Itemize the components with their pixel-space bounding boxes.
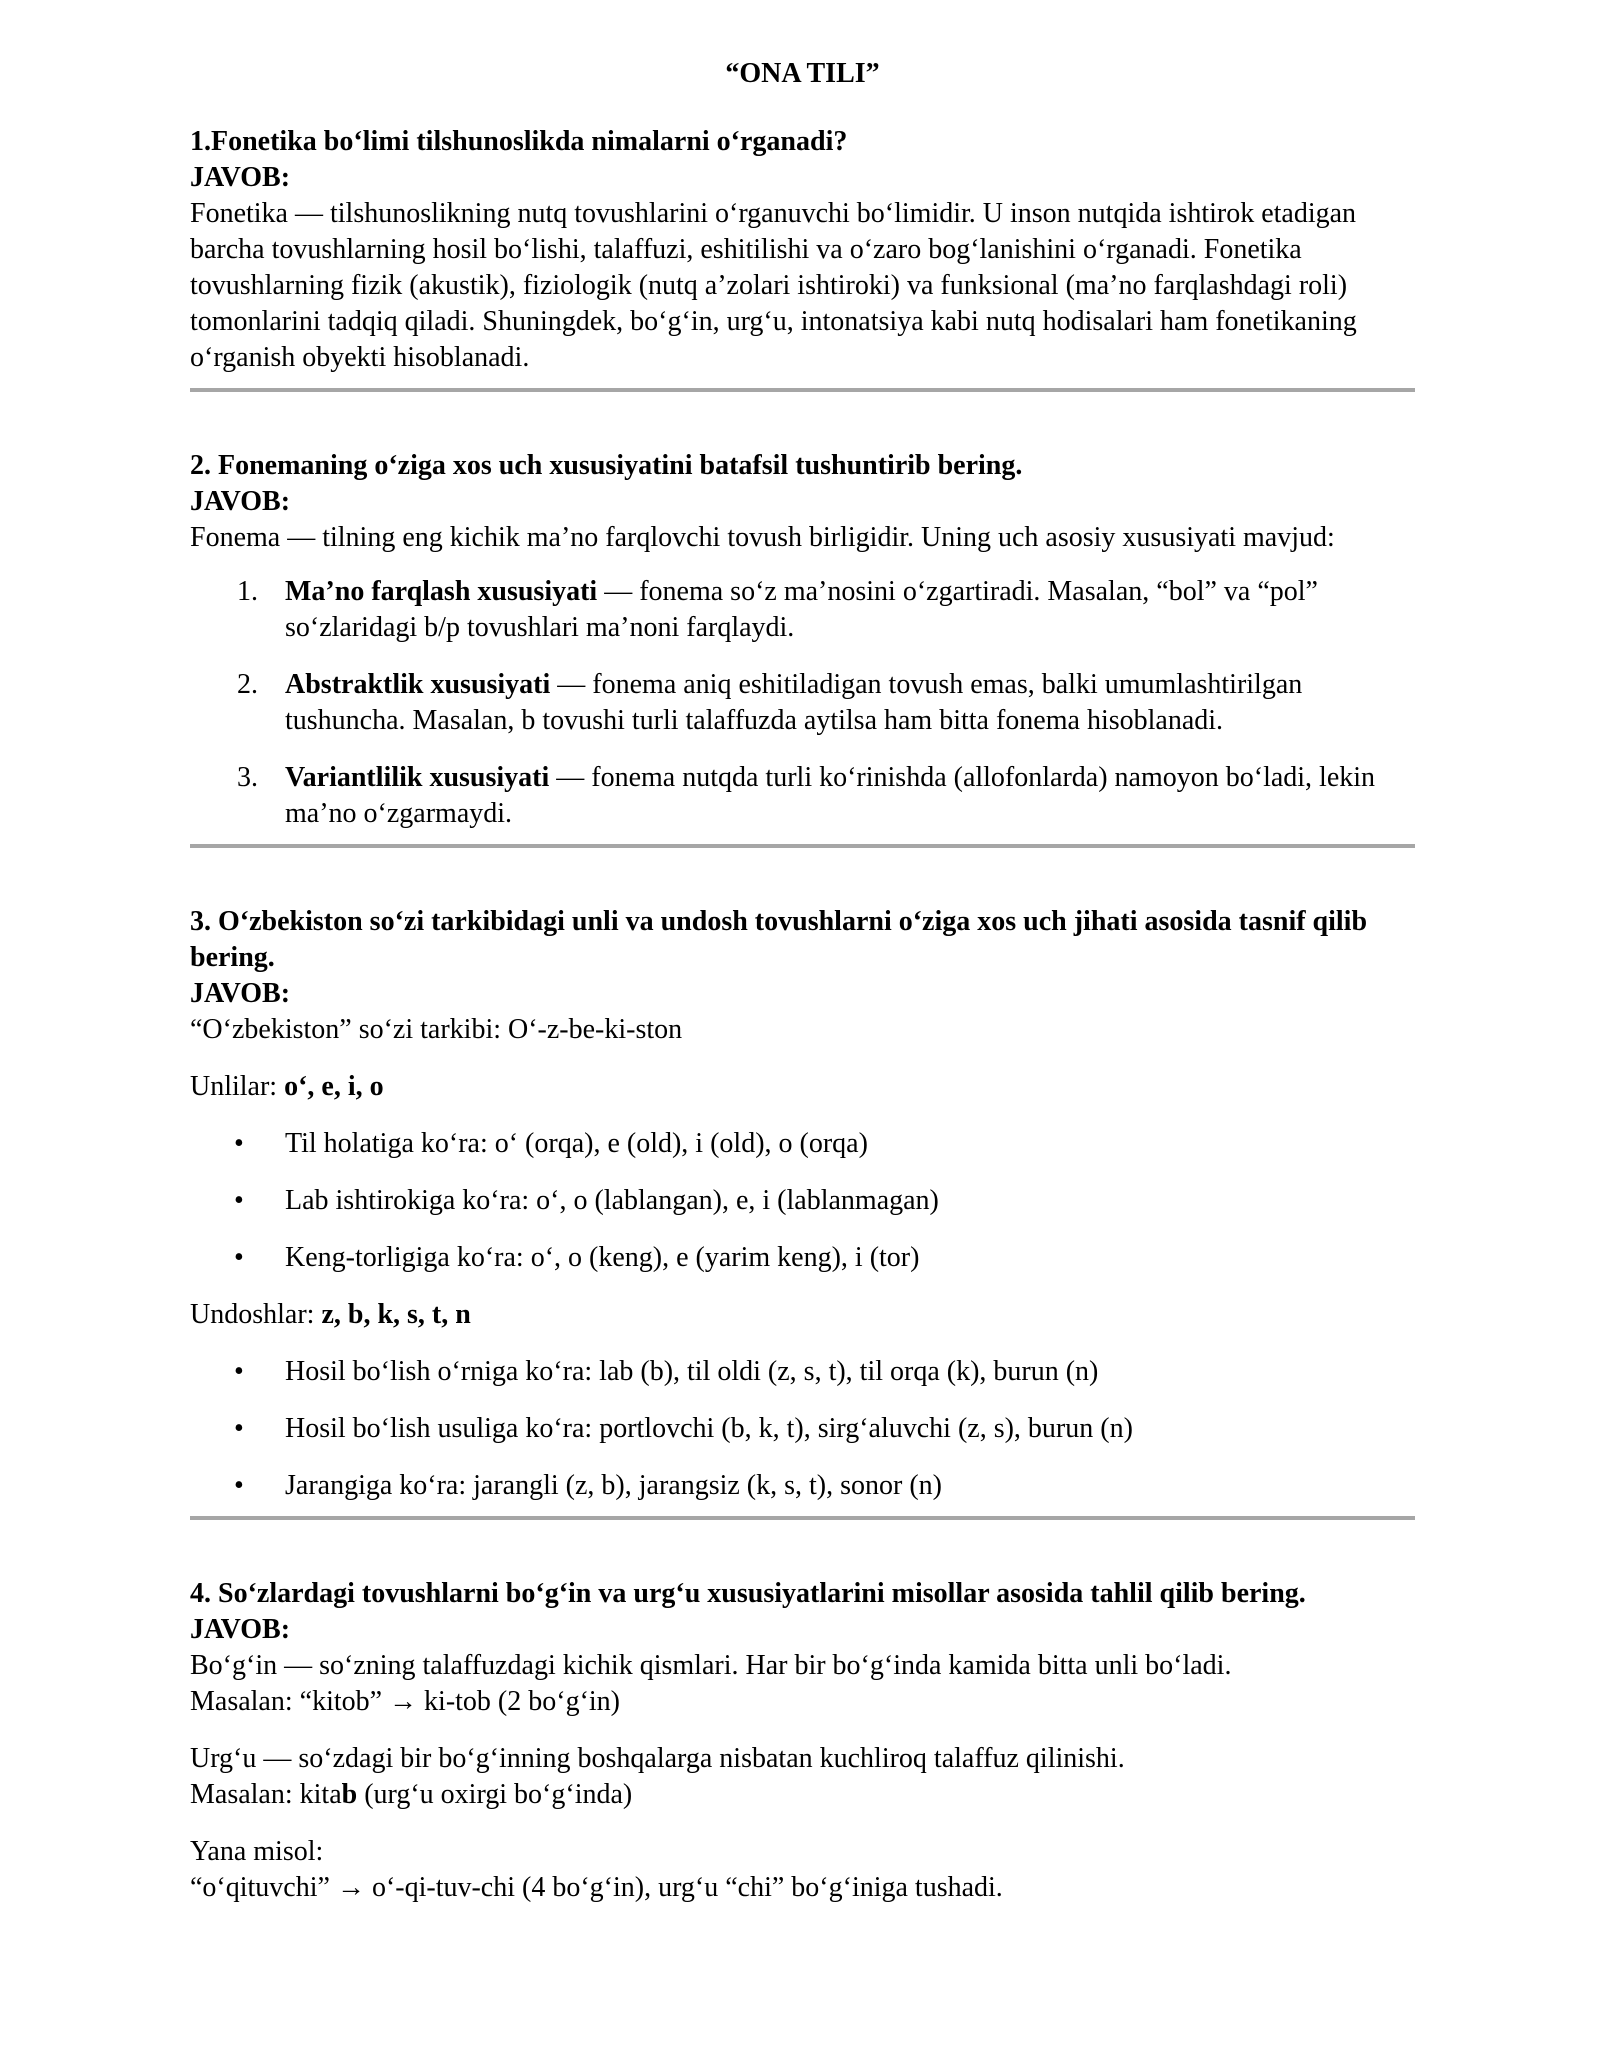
vowel-classification-list (190, 1126, 1415, 1276)
stress-example-suffix: (urg‘u oxirgi bo‘g‘inda) (357, 1779, 633, 1810)
list-item (190, 1126, 1415, 1162)
list-item-text: Keng-torligiga ko‘ra: o‘, o (keng), e (yarim keng), i (tor) (285, 1242, 920, 1273)
stress-example (190, 1777, 1415, 1813)
list-item-text: Jarangiga ko‘ra: jarangli (z, b), jarangsiz (k, s, t), sonor (n) (285, 1470, 942, 1501)
list-number: 1. (237, 576, 258, 607)
section-divider (190, 844, 1415, 848)
stress-example-prefix: Masalan: kita (190, 1779, 342, 1810)
vowels-value: o‘, e, i, o (284, 1071, 384, 1102)
bullet-icon: • (234, 1356, 244, 1387)
question-3-heading: 3. O‘zbekiston so‘zi tarkibidagi unli va undosh tovushlarni o‘ziga xos uch jihati asosida tasnif qilib bering. (190, 906, 1368, 973)
bullet-icon: • (234, 1242, 244, 1273)
list-item (190, 760, 1415, 832)
question-2-intro: Fonema — tilning eng kichik ma’no farqlovchi tovush birligidir. Uning uch asosiy xususiyati mavjud: (190, 522, 1335, 553)
answer-label: JAVOB: (190, 162, 291, 193)
bullet-icon: • (234, 1470, 244, 1501)
stress-definition: Urg‘u — so‘zdagi bir bo‘g‘inning boshqalarga nisbatan kuchliroq talaffuz qilinishi. (190, 1743, 1125, 1774)
list-item-text: Til holatiga ko‘ra: o‘ (orqa), e (old), i (old), o (orqa) (285, 1128, 868, 1159)
question-3-section (190, 904, 1415, 1520)
list-item-text: Hosil bo‘lish usuliga ko‘ra: portlovchi (b, k, t), sirg‘aluvchi (z, s), burun (n) (285, 1413, 1133, 1444)
syllable-definition: Bo‘g‘in — so‘zning talaffuzdagi kichik qismlari. Har bir bo‘g‘inda kamida bitta unli bo‘ladi. (190, 1650, 1232, 1681)
question-2-heading: 2. Fonemaning o‘ziga xos uch xususiyatini batafsil tushuntirib bering. (190, 450, 1023, 481)
answer-label: JAVOB: (190, 1614, 291, 1645)
bullet-icon: • (234, 1128, 244, 1159)
list-item-term: Abstraktlik xususiyati (285, 669, 551, 700)
list-number: 3. (237, 762, 258, 793)
answer-label: JAVOB: (190, 978, 291, 1009)
list-item (190, 1468, 1415, 1504)
bullet-icon: • (234, 1185, 244, 1216)
question-4-section (190, 1576, 1415, 1906)
word-composition: “O‘zbekiston” so‘zi tarkibi: O‘-z-be-ki-ston (190, 1014, 683, 1045)
list-item (190, 574, 1415, 646)
consonants-line (190, 1297, 1415, 1333)
question-1-section (190, 124, 1415, 392)
list-item (190, 1411, 1415, 1447)
list-item (190, 1354, 1415, 1390)
list-item-text: — fonema aniq eshitiladigan tovush emas, balki umumlashtirilgan tushuncha. Masalan, b tovushi turli talaffuzda aytilsa ham bitta fonema hisoblanadi. (285, 669, 1303, 736)
list-item-text: — fonema so‘z ma’nosini o‘zgartiradi. Masalan, “bol” va “pol” so‘zlaridagi b/p tovushlari ma’noni farqlaydi. (285, 576, 1318, 643)
syllable-example: Masalan: “kitob” → ki-tob (2 bo‘g‘in) (190, 1686, 621, 1717)
consonant-classification-list (190, 1354, 1415, 1504)
stress-example-bold: b (341, 1779, 358, 1810)
list-item-text: Lab ishtirokiga ko‘ra: o‘, o (lablangan), e, i (lablanmagan) (285, 1185, 939, 1216)
list-item-term: Ma’no farqlash xususiyati (285, 576, 598, 607)
another-example-label: Yana misol: (190, 1836, 324, 1867)
document-page (190, 0, 1415, 1906)
list-item-text: Hosil bo‘lish o‘rniga ko‘ra: lab (b), til oldi (z, s, t), til orqa (k), burun (n) (285, 1356, 1099, 1387)
list-item-term: Variantlilik xususiyati (285, 762, 550, 793)
document-title: “ONA TILI” (725, 58, 880, 89)
question-1-answer: Fonetika — tilshunoslikning nutq tovushlarini o‘rganuvchi bo‘limidir. U inson nutqida ishtirok etadigan barcha tovushlarning hosil bo‘lishi, talaffuzi, eshitilishi va o‘zaro bog‘lanishini o‘rganadi. Fonetika tovushlarning fizik (akustik), fiziologik (nutq a’zolari ishtiroki) va funksional (ma’no farqlashdagi roli) tomonlarini tadqiq qiladi. Shuningdek, bo‘g‘in, urg‘u, intonatsiya kabi nutq hodisalari ham fonetikaning o‘rganish obyekti hisoblanadi. (190, 198, 1357, 373)
phoneme-properties-list (190, 574, 1415, 832)
section-divider (190, 1516, 1415, 1520)
vowels-label: Unlilar: (190, 1071, 285, 1102)
list-item (190, 667, 1415, 739)
list-item (190, 1183, 1415, 1219)
list-number: 2. (237, 669, 258, 700)
list-item-text: — fonema nutqda turli ko‘rinishda (allofonlarda) namoyon bo‘ladi, lekin ma’no o‘zgarmaydi. (285, 762, 1376, 829)
consonants-value: z, b, k, s, t, n (321, 1299, 471, 1330)
question-4-heading: 4. So‘zlardagi tovushlarni bo‘g‘in va urg‘u xususiyatlarini misollar asosida tahlil qilib bering. (190, 1578, 1306, 1609)
vowels-line (190, 1069, 1415, 1105)
another-example: “o‘qituvchi” → o‘-qi-tuv-chi (4 bo‘g‘in), urg‘u “chi” bo‘g‘iniga tushadi. (190, 1872, 1003, 1903)
consonants-label: Undoshlar: (190, 1299, 322, 1330)
answer-label: JAVOB: (190, 486, 291, 517)
question-1-heading: 1.Fonetika bo‘limi tilshunoslikda nimalarni o‘rganadi? (190, 126, 848, 157)
section-divider (190, 388, 1415, 392)
question-2-section (190, 448, 1415, 848)
list-item (190, 1240, 1415, 1276)
bullet-icon: • (234, 1413, 244, 1444)
